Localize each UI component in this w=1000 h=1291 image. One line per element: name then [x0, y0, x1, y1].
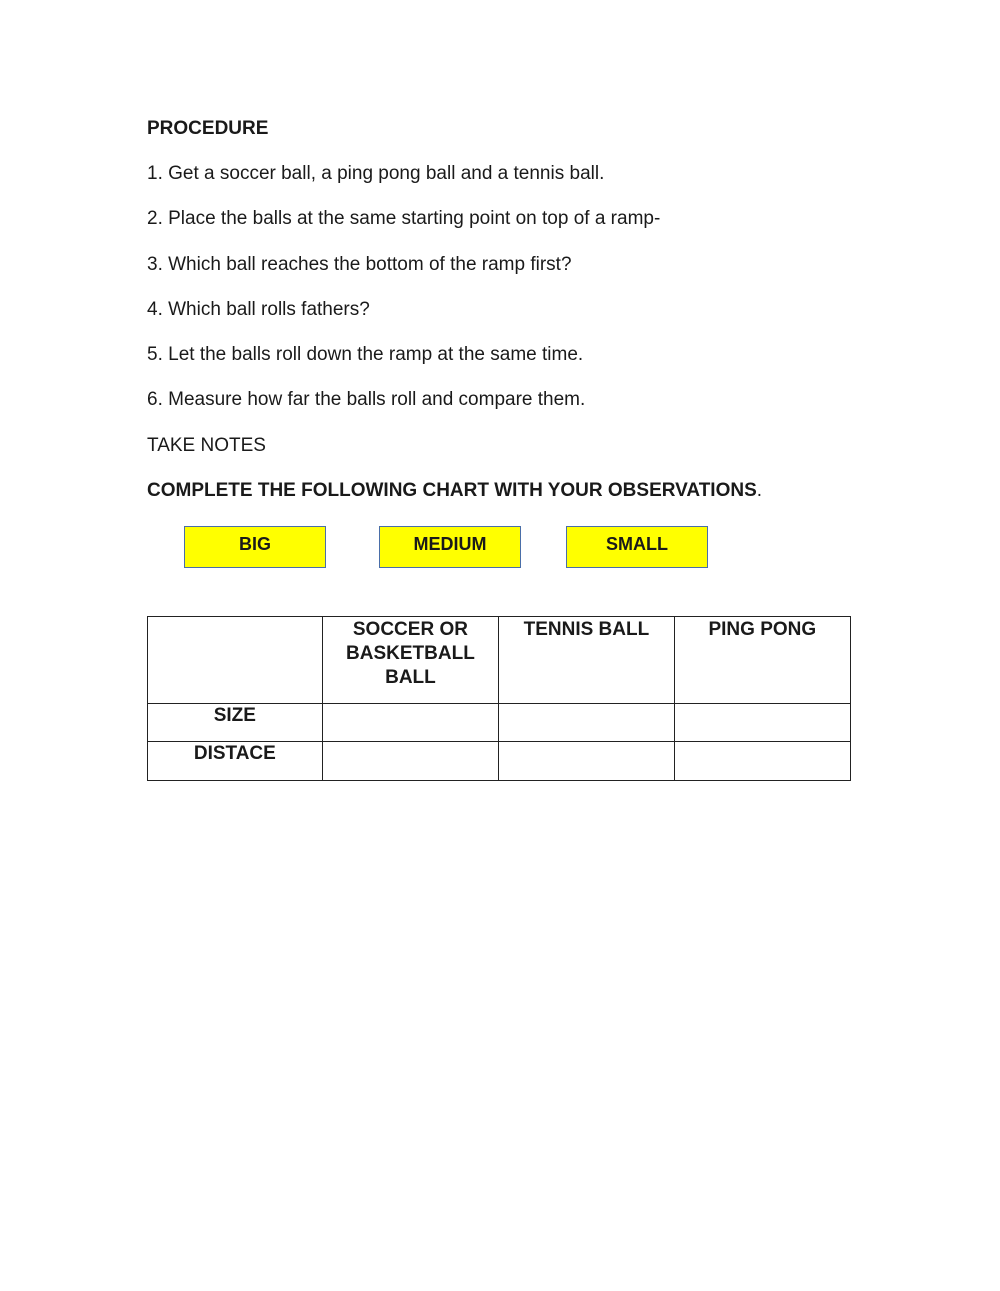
tag-medium[interactable]: MEDIUM [379, 526, 521, 568]
procedure-step-5: 5. Let the balls roll down the ramp at the same time. [147, 344, 584, 365]
header-soccer-basketball-label: SOCCER OR BASKETBALL BALL [346, 619, 475, 688]
observation-table [147, 616, 851, 781]
procedure-heading: PROCEDURE [147, 118, 269, 139]
drop-cell-distance-tennis[interactable] [499, 742, 675, 781]
drop-cell-size-tennis[interactable] [499, 704, 675, 742]
procedure-step-6: 6. Measure how far the balls roll and compare them. [147, 389, 586, 410]
procedure-step-2: 2. Place the balls at the same starting point on top of a ramp- [147, 208, 661, 229]
drop-cell-distance-soccer[interactable] [322, 742, 498, 781]
instruction-line [147, 480, 762, 502]
header-tennis-ball: TENNIS BALL [499, 617, 675, 704]
tag-big[interactable]: BIG [184, 526, 326, 568]
drop-cell-distance-pingpong[interactable] [674, 742, 850, 781]
table-row-distance [148, 742, 851, 781]
table-row-size [148, 704, 851, 742]
drop-cell-size-soccer[interactable] [322, 704, 498, 742]
drop-cell-size-pingpong[interactable] [674, 704, 850, 742]
procedure-step-1: 1. Get a soccer ball, a ping pong ball and a tennis ball. [147, 163, 605, 184]
tag-small[interactable]: SMALL [566, 526, 708, 568]
instruction-punct: . [756, 480, 763, 501]
row-label-distance: DISTACE [148, 742, 323, 781]
header-soccer-basketball [322, 617, 498, 704]
header-empty-cell [148, 617, 323, 704]
procedure-step-3: 3. Which ball reaches the bottom of the ramp first? [147, 254, 572, 275]
header-ping-pong: PING PONG [674, 617, 850, 704]
procedure-step-4: 4. Which ball rolls fathers? [147, 299, 370, 320]
row-label-size: SIZE [148, 704, 323, 742]
table-header-row [148, 617, 851, 704]
take-notes-label: TAKE NOTES [147, 435, 266, 456]
instruction-text: COMPLETE THE FOLLOWING CHART WITH YOUR OBSERVATIONS [147, 480, 757, 501]
